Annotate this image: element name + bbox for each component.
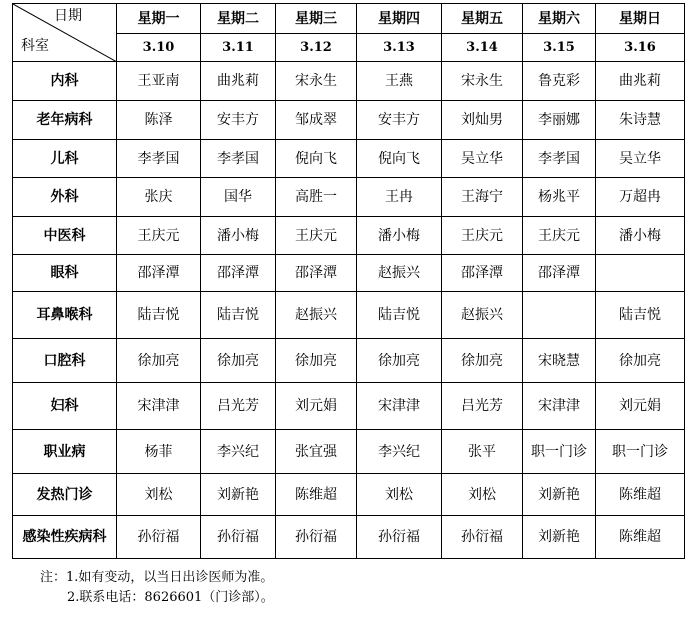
duty-schedule-table xyxy=(12,3,685,559)
dept-cell: 儿科 xyxy=(13,140,117,178)
doctor-cell: 杨菲 xyxy=(117,430,201,474)
table-row xyxy=(13,474,685,516)
doctor-cell: 张庆 xyxy=(117,178,201,217)
doctor-cell: 张平 xyxy=(442,430,523,474)
doctor-cell: 宋晓慧 xyxy=(523,339,596,383)
doctor-cell: 王海宁 xyxy=(442,178,523,217)
doctor-cell: 宋永生 xyxy=(276,62,357,101)
doctor-cell: 李孝国 xyxy=(523,140,596,178)
header-day: 星期五 xyxy=(442,4,523,34)
doctor-cell: 朱诗慧 xyxy=(596,101,685,140)
doctor-cell: 吴立华 xyxy=(596,140,685,178)
header-day: 星期一 xyxy=(117,4,201,34)
header-day: 星期四 xyxy=(357,4,442,34)
footnotes xyxy=(40,568,274,608)
table-row xyxy=(13,62,685,101)
doctor-cell: 孙衍福 xyxy=(117,516,201,559)
doctor-cell: 倪向飞 xyxy=(276,140,357,178)
table-row xyxy=(13,292,685,339)
doctor-cell: 宋津津 xyxy=(523,383,596,430)
doctor-cell xyxy=(523,292,596,339)
doctor-cell: 刘元娟 xyxy=(596,383,685,430)
doctor-cell: 陈维超 xyxy=(596,474,685,516)
doctor-cell: 吕光芳 xyxy=(442,383,523,430)
header-date: 3.11 xyxy=(201,34,276,62)
table-row xyxy=(13,383,685,430)
doctor-cell: 王庆元 xyxy=(276,217,357,255)
dept-cell: 中医科 xyxy=(13,217,117,255)
doctor-cell: 李孝国 xyxy=(201,140,276,178)
doctor-cell: 国华 xyxy=(201,178,276,217)
header-corner-cell xyxy=(13,4,117,62)
table-row xyxy=(13,140,685,178)
doctor-cell: 王庆元 xyxy=(523,217,596,255)
doctor-cell: 潘小梅 xyxy=(357,217,442,255)
doctor-cell: 李孝国 xyxy=(117,140,201,178)
footnote-1: 注：1.如有变动，以当日出诊医师为准。 xyxy=(40,570,274,585)
dept-cell: 感染性疾病科 xyxy=(13,516,117,559)
doctor-cell: 陈维超 xyxy=(596,516,685,559)
doctor-cell: 鲁克彩 xyxy=(523,62,596,101)
dept-cell: 职业病 xyxy=(13,430,117,474)
doctor-cell: 王冉 xyxy=(357,178,442,217)
doctor-cell: 宋津津 xyxy=(117,383,201,430)
doctor-cell: 陆吉悦 xyxy=(201,292,276,339)
doctor-cell: 邵泽潭 xyxy=(523,255,596,292)
doctor-cell: 王燕 xyxy=(357,62,442,101)
header-date: 3.13 xyxy=(357,34,442,62)
doctor-cell: 张宜强 xyxy=(276,430,357,474)
doctor-cell: 刘元娟 xyxy=(276,383,357,430)
doctor-cell: 刘灿男 xyxy=(442,101,523,140)
header-date: 3.10 xyxy=(117,34,201,62)
doctor-cell: 杨兆平 xyxy=(523,178,596,217)
dept-cell: 老年病科 xyxy=(13,101,117,140)
doctor-cell: 刘新艳 xyxy=(523,516,596,559)
header-date: 3.16 xyxy=(596,34,685,62)
dept-cell: 内科 xyxy=(13,62,117,101)
table-row xyxy=(13,101,685,140)
doctor-cell: 安丰方 xyxy=(357,101,442,140)
doctor-cell: 赵振兴 xyxy=(276,292,357,339)
table-row xyxy=(13,217,685,255)
doctor-cell: 刘松 xyxy=(357,474,442,516)
doctor-cell: 刘新艳 xyxy=(201,474,276,516)
dept-cell: 外科 xyxy=(13,178,117,217)
doctor-cell: 刘松 xyxy=(442,474,523,516)
header-date: 3.15 xyxy=(523,34,596,62)
dept-cell: 耳鼻喉科 xyxy=(13,292,117,339)
doctor-cell: 邵泽潭 xyxy=(201,255,276,292)
doctor-cell: 陆吉悦 xyxy=(117,292,201,339)
doctor-cell: 陈维超 xyxy=(276,474,357,516)
header-day: 星期三 xyxy=(276,4,357,34)
doctor-cell: 曲兆莉 xyxy=(201,62,276,101)
doctor-cell: 宋津津 xyxy=(357,383,442,430)
doctor-cell: 陆吉悦 xyxy=(596,292,685,339)
doctor-cell: 万超冉 xyxy=(596,178,685,217)
header-day: 星期六 xyxy=(523,4,596,34)
table-row xyxy=(13,430,685,474)
doctor-cell: 孙衍福 xyxy=(276,516,357,559)
doctor-cell: 徐加亮 xyxy=(596,339,685,383)
doctor-cell: 邵泽潭 xyxy=(442,255,523,292)
doctor-cell: 孙衍福 xyxy=(357,516,442,559)
doctor-cell: 安丰方 xyxy=(201,101,276,140)
doctor-cell: 刘松 xyxy=(117,474,201,516)
doctor-cell: 赵振兴 xyxy=(442,292,523,339)
header-row-days xyxy=(13,4,685,34)
dept-cell: 发热门诊 xyxy=(13,474,117,516)
footnote-2: 2.联系电话：8626601（门诊部）。 xyxy=(67,590,274,605)
doctor-cell: 徐加亮 xyxy=(357,339,442,383)
doctor-cell: 孙衍福 xyxy=(201,516,276,559)
header-day: 星期日 xyxy=(596,4,685,34)
doctor-cell: 徐加亮 xyxy=(276,339,357,383)
doctor-cell: 邵泽潭 xyxy=(276,255,357,292)
doctor-cell: 职一门诊 xyxy=(523,430,596,474)
table-row xyxy=(13,255,685,292)
doctor-cell: 高胜一 xyxy=(276,178,357,217)
doctor-cell: 职一门诊 xyxy=(596,430,685,474)
doctor-cell: 李兴纪 xyxy=(201,430,276,474)
doctor-cell: 陆吉悦 xyxy=(357,292,442,339)
doctor-cell: 潘小梅 xyxy=(201,217,276,255)
doctor-cell: 王亚南 xyxy=(117,62,201,101)
doctor-cell xyxy=(596,255,685,292)
table-body xyxy=(13,4,685,559)
doctor-cell: 邹成翠 xyxy=(276,101,357,140)
doctor-cell: 陈泽 xyxy=(117,101,201,140)
table-row xyxy=(13,178,685,217)
doctor-cell: 徐加亮 xyxy=(117,339,201,383)
table-row xyxy=(13,516,685,559)
doctor-cell: 潘小梅 xyxy=(596,217,685,255)
doctor-cell: 倪向飞 xyxy=(357,140,442,178)
doctor-cell: 王庆元 xyxy=(117,217,201,255)
doctor-cell: 李兴纪 xyxy=(357,430,442,474)
doctor-cell: 徐加亮 xyxy=(442,339,523,383)
header-date: 3.14 xyxy=(442,34,523,62)
header-day: 星期二 xyxy=(201,4,276,34)
doctor-cell: 王庆元 xyxy=(442,217,523,255)
dept-cell: 妇科 xyxy=(13,383,117,430)
doctor-cell: 邵泽潭 xyxy=(117,255,201,292)
corner-label-dept: 科室 xyxy=(21,38,49,54)
doctor-cell: 宋永生 xyxy=(442,62,523,101)
table-row xyxy=(13,339,685,383)
doctor-cell: 赵振兴 xyxy=(357,255,442,292)
dept-cell: 眼科 xyxy=(13,255,117,292)
doctor-cell: 孙衍福 xyxy=(442,516,523,559)
doctor-cell: 徐加亮 xyxy=(201,339,276,383)
header-date: 3.12 xyxy=(276,34,357,62)
doctor-cell: 吴立华 xyxy=(442,140,523,178)
doctor-cell: 曲兆莉 xyxy=(596,62,685,101)
doctor-cell: 刘新艳 xyxy=(523,474,596,516)
doctor-cell: 李丽娜 xyxy=(523,101,596,140)
corner-label-date: 日期 xyxy=(54,8,82,24)
doctor-cell: 吕光芳 xyxy=(201,383,276,430)
dept-cell: 口腔科 xyxy=(13,339,117,383)
